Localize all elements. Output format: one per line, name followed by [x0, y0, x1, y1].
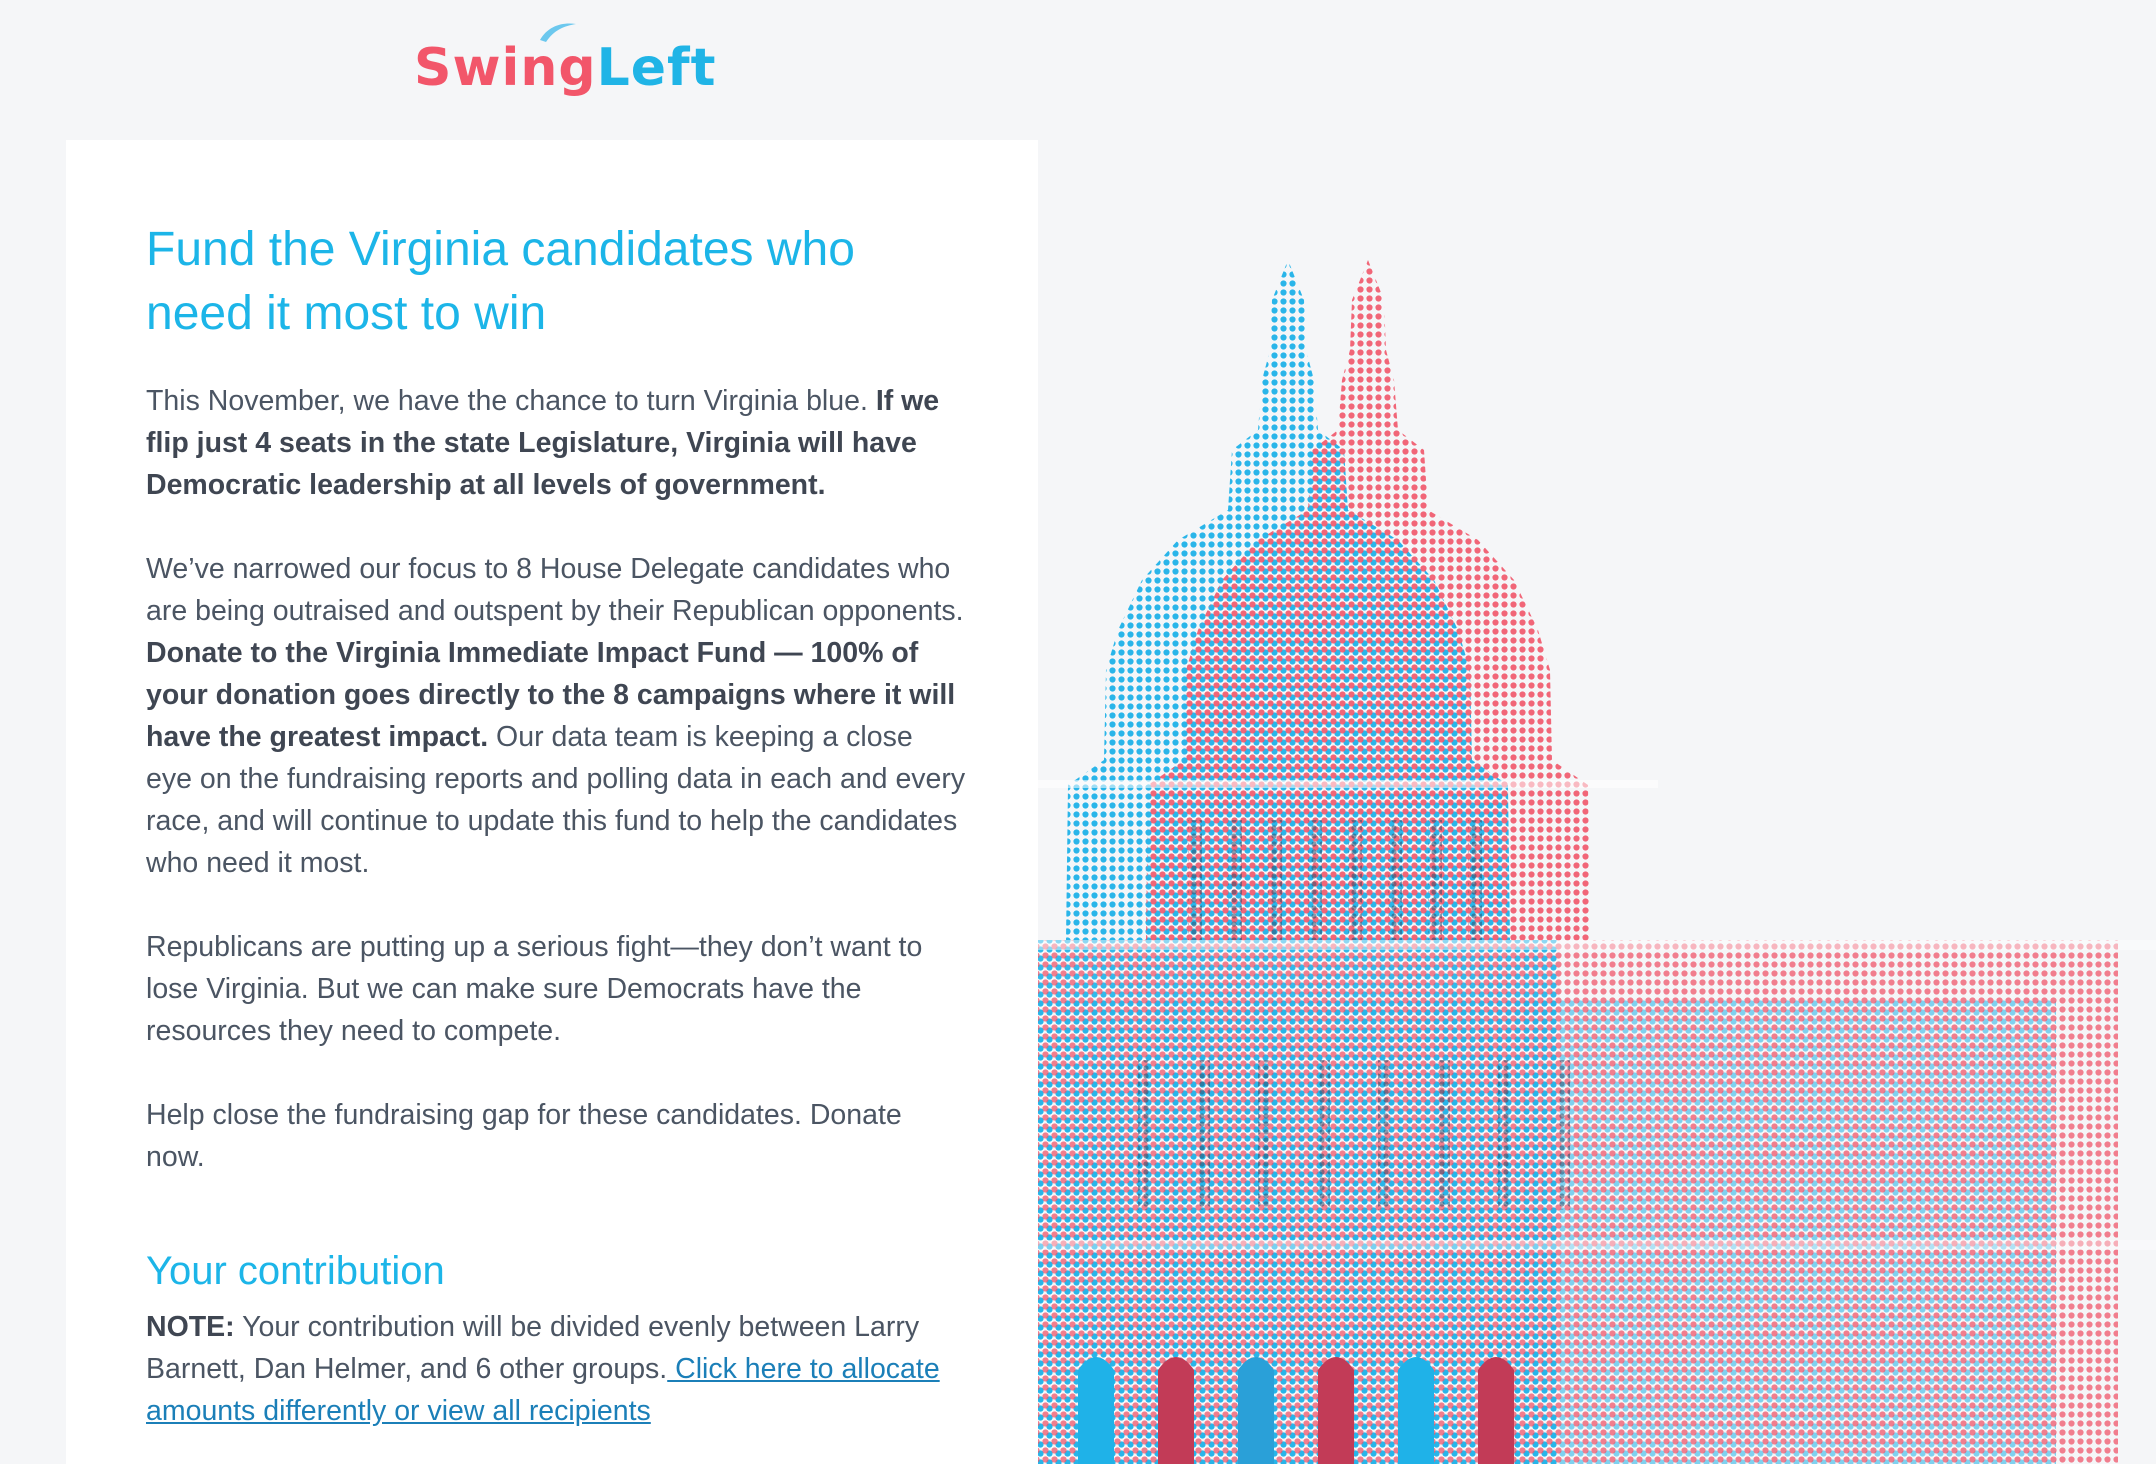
contribution-note — [146, 1306, 966, 1432]
note-label: NOTE: — [146, 1311, 235, 1343]
logo-swing-text: Swing — [414, 38, 597, 98]
intro-paragraph — [146, 380, 966, 506]
republicans-paragraph: Republicans are putting up a serious fight—they don’t want to lose Virginia. But we can make sure Democrats have the resources they need to compete. — [146, 931, 923, 1047]
intro-bold-text: If we flip just 4 seats in the state Legislature, Virginia will have Democratic leadership at all levels of government. — [146, 385, 940, 501]
donate-now-paragraph: Help close the fundraising gap for these candidates. Donate now. — [146, 1099, 902, 1173]
allocate-link[interactable]: Click here to allocate amounts differently or view all recipients — [146, 1353, 940, 1427]
logo-left-text: Left — [596, 38, 717, 98]
note-text: Your contribution will be divided evenly between Larry Barnett, Dan Helmer, and 6 other groups. — [146, 1311, 920, 1385]
focus-text-after: Our data team is keeping a close eye on the fundraising reports and polling data in each and every race, and will continue to update this fund to help the candidates who need it most. — [146, 721, 966, 879]
page-title: Fund the Virginia candidates who need it most to win — [146, 223, 855, 340]
focus-bold-text: Donate to the Virginia Immediate Impact Fund — 100% of your donation goes directly to the 8 campaigns where it will have the greatest impact. — [146, 637, 956, 753]
intro-text: This November, we have the chance to turn Virginia blue. — [146, 385, 876, 417]
focus-text-before: We’ve narrowed our focus to 8 House Delegate candidates who are being outraised and outspent by their Republican opponents. — [146, 553, 964, 627]
capitol-hero-image — [1038, 240, 2156, 1464]
logo-wordmark — [414, 28, 716, 108]
campaign-content — [146, 218, 966, 1432]
focus-paragraph — [146, 548, 966, 884]
contribution-heading: Your contribution — [146, 1249, 445, 1293]
campaign-card — [66, 140, 1038, 1464]
